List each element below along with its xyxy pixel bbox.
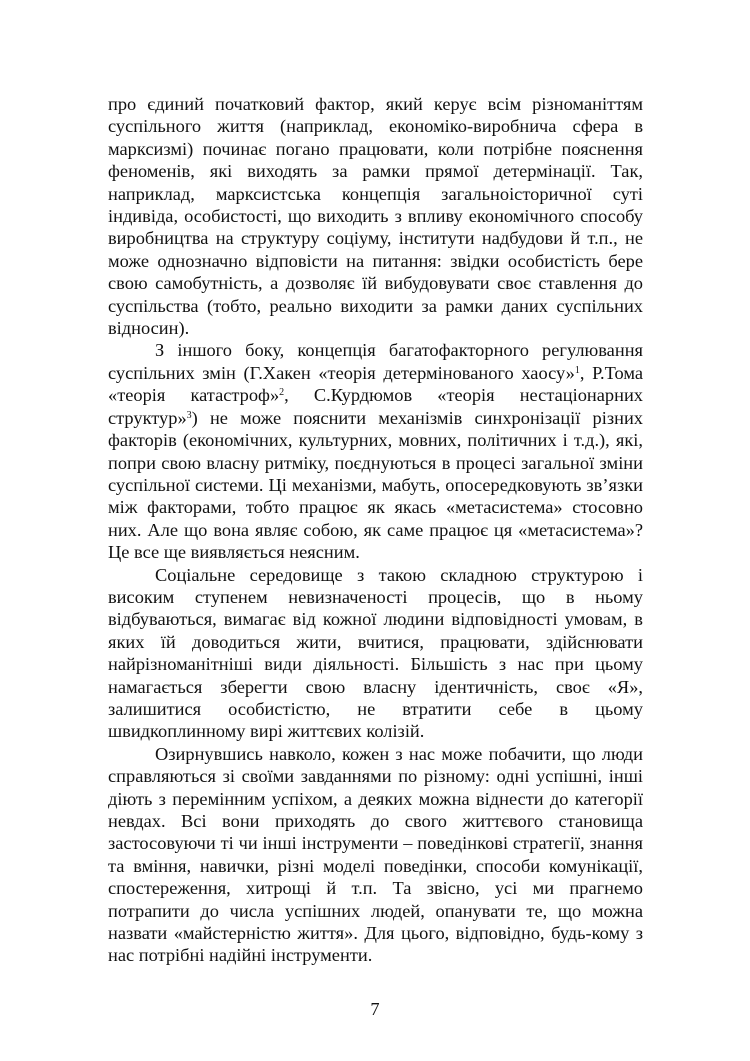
footnote-ref-3[interactable]: 3 xyxy=(186,409,192,421)
paragraph-2 xyxy=(108,339,643,563)
paragraph-2-text-part-1: З іншого боку, концепція багатофакторного регулювання суспільних змін (Г.Хакен «теорія детермінованого хаосу» xyxy=(108,340,643,383)
paragraph-3-text: Соціальне середовище з такою складною структурою і високим ступенем невизначеності процесів, що в ньому відбуваються, вимагає від кожної людини відповідності умовам, в яких їй доводиться жити, вчитися, працювати, здійснювати найрізноманітніші види діяльності. Більшість з нас при цьому намагається зберегти свою власну ідентичність, своє «Я», залишитися особистістю, не втратити себе в цьому швидкоплинному вирі життєвих колізій. xyxy=(108,564,643,742)
page-body xyxy=(108,93,643,967)
footnote-ref-2[interactable]: 2 xyxy=(279,387,285,399)
paragraph-4 xyxy=(108,743,643,967)
paragraph-2-text-part-3: , С.Курдюмов «теорія нестаціонарних структур» xyxy=(108,385,643,428)
paragraph-1 xyxy=(108,93,643,339)
paragraph-1-text: про єдиний початковий фактор, який керує всім різноманіттям суспільного життя (наприклад, економіко-виробнича сфера в марксизмі) починає погано працювати, коли потрібне пояснення феноменів, які виходять за рамки прямої детермінації. Так, наприклад, марксистська концепція загальноісторичної суті індивіда, особистості, що виходить з впливу економічного способу виробництва на структуру соціуму, інститути надбудови й т.п., не може однозначно відповісти на питання: звідки особистість бере свою самобутність, а дозволяє їй вибудовувати своє ставлення до суспільства (тобто, реально виходити за рамки даних суспільних відносин). xyxy=(108,94,643,339)
paragraph-3 xyxy=(108,564,643,743)
page-number: 7 xyxy=(370,999,380,1019)
paragraph-4-text: Озирнувшись навколо, кожен з нас може побачити, що люди справляються зі своїми завданнями по різному: одні успішні, інші діють з перемінним успіхом, а деяких можна віднести до категорії невдах. Всі вони приходять до свого життєвого становища застосовуючи ті чи інші інструменти – поведінкові стратегії, знання та вміння, навички, різні моделі поведінки, способи комунікації, спостереження, хитрощі й т.п. Та звісно, усі ми прагнемо потрапити до числа успішних людей, опанувати те, що можна назвати «майстерністю життя». Для цього, відповідно, будь-кому з нас потрібні надійні інструменти. xyxy=(108,743,643,966)
paragraph-2-text-part-2: , Р.Тома «теорія катастроф» xyxy=(108,362,643,406)
paragraph-2-text-part-4: ) не може пояснити механізмів синхронізації різних факторів (економічних, культурних, мовних, політичних і т.д.), які, попри свою власну ритміку, поєднуються в процесі загальної зміни суспільної системи. Ці механізми, мабуть, опосередковують зв’язки між факторами, тобто працює як якась «метасистема» стосовно них. Але що вона являє собою, як саме працює ця «метасистема»? Це все ще виявляється неясним. xyxy=(108,407,643,563)
footnote-ref-1[interactable]: 1 xyxy=(574,364,580,376)
